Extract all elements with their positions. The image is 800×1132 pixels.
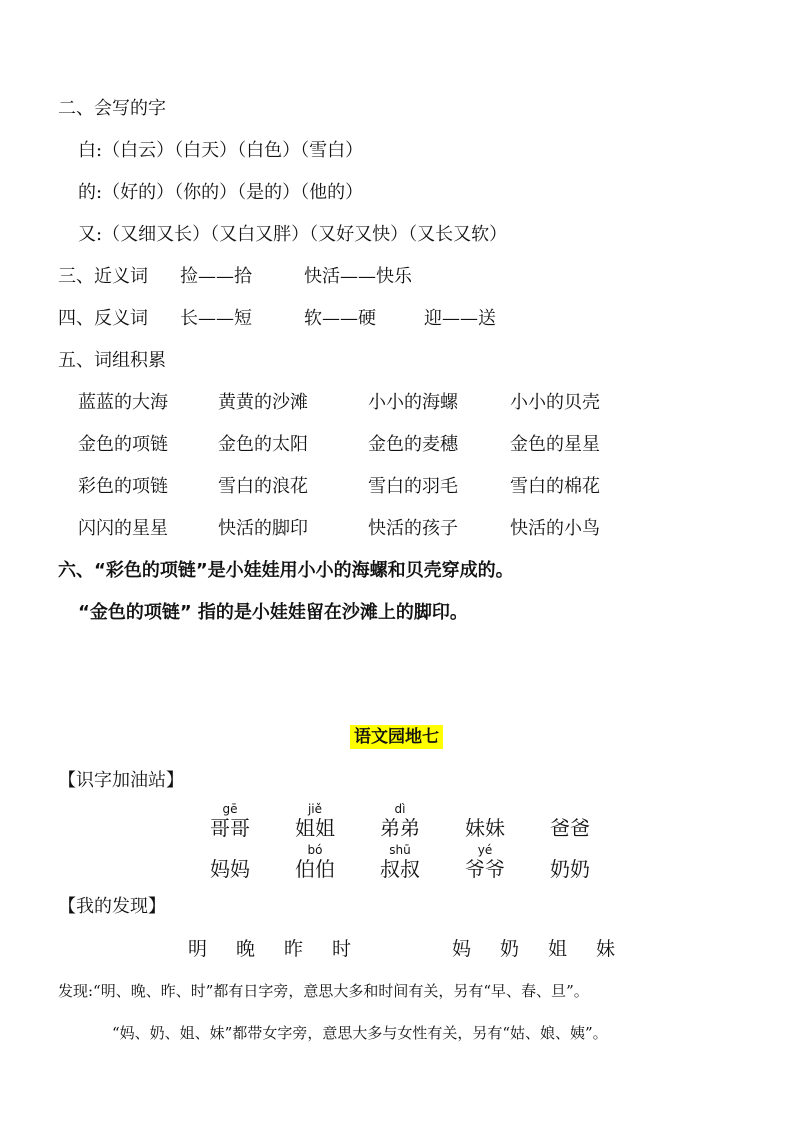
section-5-heading: 五、词组积累 xyxy=(58,350,166,371)
char-item xyxy=(208,843,252,881)
sun-radical-char: 明 xyxy=(188,938,208,960)
section-6-line-2: “金色的项链” 指的是小娃娃留在沙滩上的脚印。 xyxy=(78,602,468,623)
female-radical-char: 奶 xyxy=(500,938,520,960)
section-3-heading: 三、近义词 xyxy=(58,266,148,287)
phrase-cell: 金色的太阳 xyxy=(218,434,308,455)
phrase-cell: 蓝蓝的大海 xyxy=(78,392,168,413)
char-item xyxy=(378,843,422,881)
female-radical-char: 妈 xyxy=(452,938,472,960)
word-row-bai xyxy=(78,139,363,163)
char-item xyxy=(293,843,337,881)
chars: 弟弟 xyxy=(380,816,420,840)
chars: 妹妹 xyxy=(465,816,505,840)
chars: 爸爸 xyxy=(550,816,590,840)
female-radical-char: 妹 xyxy=(596,938,616,960)
phrase-cell: 快活的脚印 xyxy=(218,518,308,539)
sun-radical-char: 时 xyxy=(332,938,352,960)
phrase-cell: 黄黄的沙滩 xyxy=(218,392,308,413)
char-item xyxy=(463,802,507,840)
phrase-cell: 小小的贝壳 xyxy=(510,392,600,413)
pinyin: bó xyxy=(307,843,323,857)
char-label: 又: xyxy=(78,224,103,245)
char-label: 白: xyxy=(78,140,103,161)
phrase-cell: 雪白的羽毛 xyxy=(368,476,458,497)
synonym-pair: 捡——拾 xyxy=(180,266,252,287)
chars: 奶奶 xyxy=(550,857,590,881)
pinyin: dì xyxy=(394,802,406,816)
pinyin: jiě xyxy=(307,802,323,816)
word-list: （又细又长）（又白又胖）（又好又快）（又长又软） xyxy=(102,224,508,245)
pinyin xyxy=(463,802,507,816)
word-row-de xyxy=(78,181,363,205)
pinyin xyxy=(548,843,592,857)
char-item xyxy=(463,843,507,881)
phrase-cell: 雪白的棉花 xyxy=(510,476,600,497)
word-list: （白云）（白天）（白色）（雪白） xyxy=(102,140,364,161)
section-4-heading: 四、反义词 xyxy=(58,308,148,329)
char-item xyxy=(548,802,592,840)
pinyin: yé xyxy=(477,843,493,857)
chars: 伯伯 xyxy=(295,857,335,881)
char-label: 的: xyxy=(78,182,103,203)
phrase-cell: 快活的小鸟 xyxy=(510,518,600,539)
phrase-cell: 雪白的浪花 xyxy=(218,476,308,497)
section-6-line-1: 六、“彩色的项链”是小娃娃用小小的海螺和贝壳穿成的。 xyxy=(58,560,514,581)
chars: 妈妈 xyxy=(210,857,250,881)
phrase-cell: 金色的项链 xyxy=(78,434,168,455)
antonym-pair: 迎——送 xyxy=(424,308,496,329)
chars: 叔叔 xyxy=(380,857,420,881)
phrase-cell: 闪闪的星星 xyxy=(78,518,168,539)
sun-radical-char: 昨 xyxy=(284,938,304,960)
pinyin: gē xyxy=(222,802,238,816)
char-item xyxy=(293,802,337,840)
char-item xyxy=(208,802,252,840)
discovery-note-1: 发现:“明、晚、昨、时”都有日字旁，意思大多和时间有关，另有“早、春、旦”。 xyxy=(58,982,589,1000)
discovery-heading: 【我的发现】 xyxy=(58,896,166,917)
word-list: （好的）（你的）（是的）（他的） xyxy=(102,182,364,203)
literacy-heading: 【识字加油站】 xyxy=(58,770,184,791)
word-row-you xyxy=(78,223,507,247)
phrase-cell: 彩色的项链 xyxy=(78,476,168,497)
phrase-cell: 金色的星星 xyxy=(510,434,600,455)
chars: 爷爷 xyxy=(465,857,505,881)
synonym-pair: 快活——快乐 xyxy=(304,266,412,287)
char-item xyxy=(378,802,422,840)
female-radical-char: 姐 xyxy=(548,938,568,960)
garden-title-text: 语文园地七 xyxy=(350,725,443,749)
char-item xyxy=(548,843,592,881)
antonym-pair: 长——短 xyxy=(180,308,252,329)
pinyin xyxy=(208,843,252,857)
phrase-cell: 小小的海螺 xyxy=(368,392,458,413)
antonym-pair: 软——硬 xyxy=(304,308,376,329)
phrase-cell: 金色的麦穗 xyxy=(368,434,458,455)
discovery-note-2: “妈、奶、姐、妹”都带女字旁，意思大多与女性有关，另有“姑、娘、姨”。 xyxy=(112,1024,608,1042)
chars: 姐姐 xyxy=(295,816,335,840)
sun-radical-char: 晚 xyxy=(236,938,256,960)
pinyin: shū xyxy=(389,843,411,857)
section-2-heading: 二、会写的字 xyxy=(58,98,166,119)
pinyin xyxy=(548,802,592,816)
phrase-cell: 快活的孩子 xyxy=(368,518,458,539)
garden-title xyxy=(350,725,443,749)
chars: 哥哥 xyxy=(210,816,250,840)
